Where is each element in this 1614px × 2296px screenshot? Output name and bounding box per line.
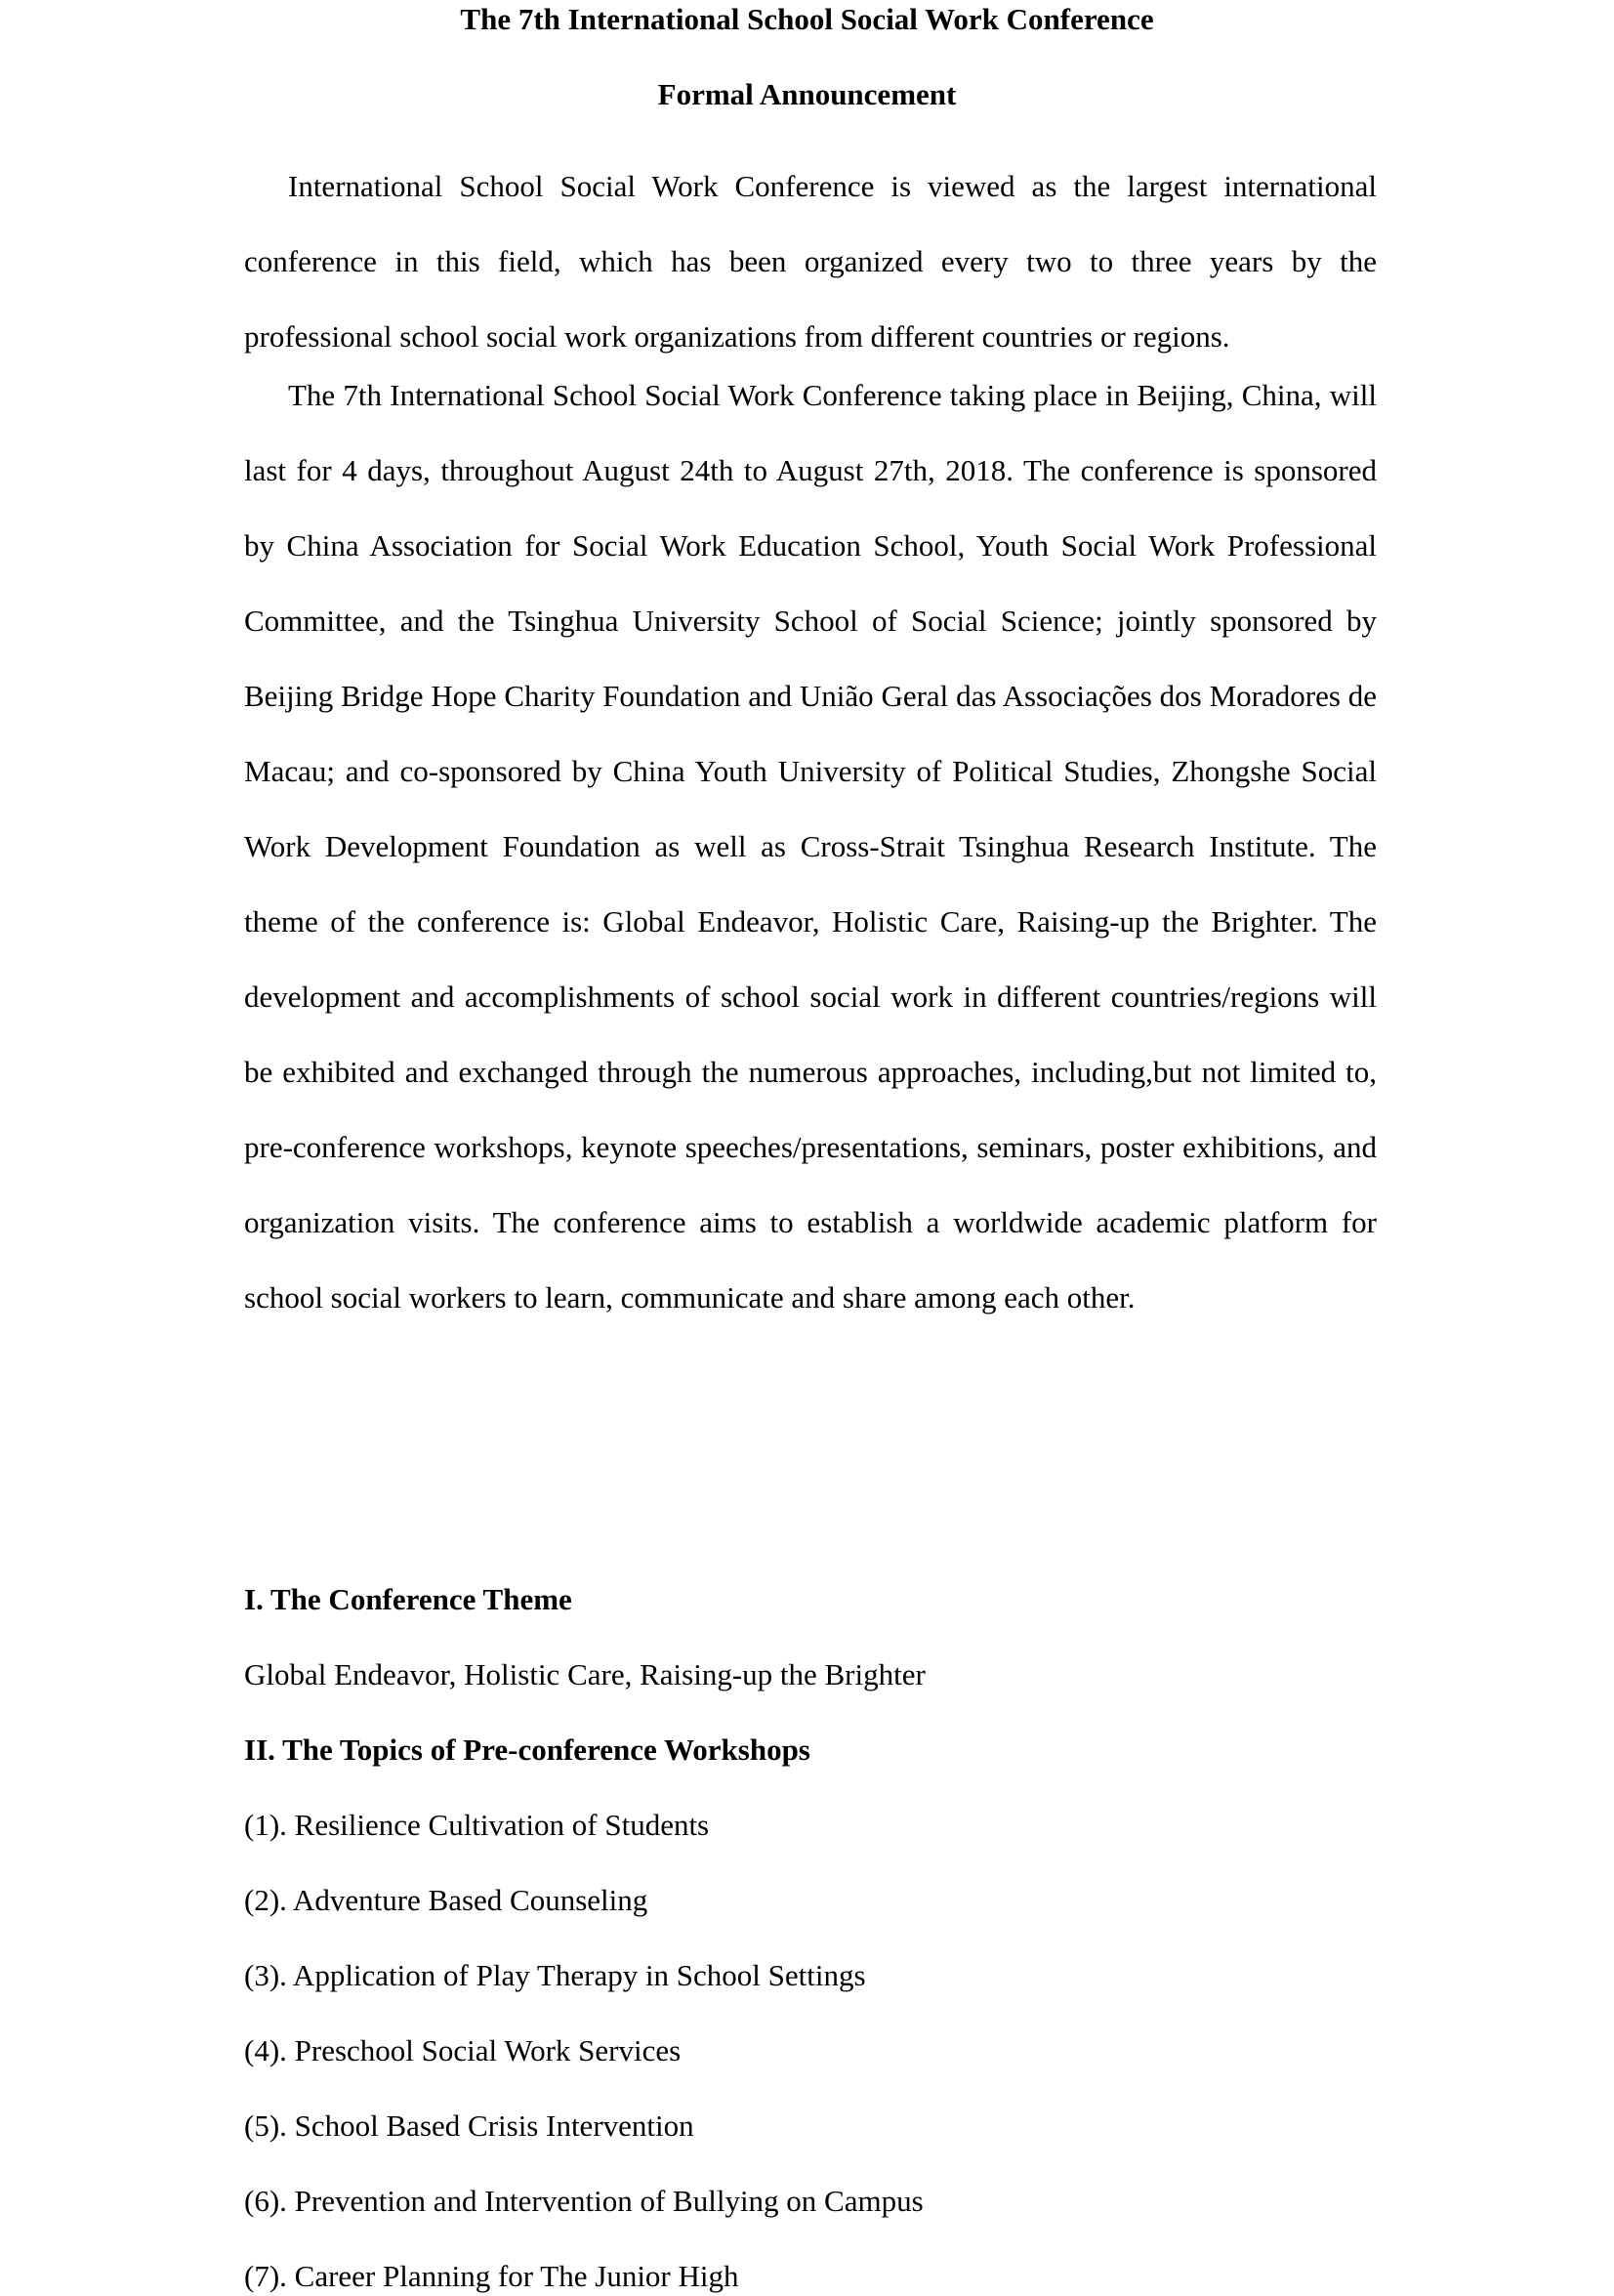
section-heading-workshops: II. The Topics of Pre-conference Workshops — [244, 1732, 810, 1767]
theme-text: Global Endeavor, Holistic Care, Raising-up the Brighter — [244, 1657, 926, 1691]
list-item: (3). Application of Play Therapy in School Settings — [244, 1958, 866, 1992]
conference-details-paragraph: The 7th International School Social Work Conference taking place in Beijing, China, will last for 4 days, throughout August 24th to August 27th, 2018. The conference is sponsored by China Association for Social Work Education School, Youth Social Work Professional Committee, and the Tsinghua University School of Social Science; jointly sponsored by Beijing Bridge Hope Charity Foundation and União Geral das Associações dos Moradores de Macau; and co-sponsored by China Youth University of Political Studies, Zhongshe Social Work Development Foundation as well as Cross-Strait Tsinghua Research Institute. The theme of the conference is: Global Endeavor, Holistic Care, Raising-up the Brighter. The development and accomplishments of school social work in different countries/regions will be exhibited and exchanged through the numerous approaches, including,but not limited to, pre-conference workshops, keynote speeches/presentations, seminars, poster exhibitions, and organization visits. The conference aims to establish a worldwide academic platform for school social workers to learn, communicate and share among each other. — [244, 378, 1377, 1315]
list-item: (4). Preschool Social Work Services — [244, 2033, 682, 2067]
list-item: (2). Adventure Based Counseling — [244, 1883, 648, 1917]
list-item: (5). School Based Crisis Intervention — [244, 2108, 694, 2143]
document-subtitle: Formal Announcement — [657, 77, 957, 111]
list-item: (1). Resilience Cultivation of Students — [244, 1808, 710, 1842]
document-title: The 7th International School Social Work Conference — [460, 2, 1154, 36]
section-heading-theme: I. The Conference Theme — [244, 1582, 572, 1616]
intro-paragraph: International School Social Work Conference is viewed as the largest international conference in this field, which has been organized every two to three years by the professional school social work organizations from different countries or regions. — [244, 169, 1377, 354]
list-item: (6). Prevention and Intervention of Bullying on Campus — [244, 2184, 924, 2218]
list-item: (7). Career Planning for The Junior High — [244, 2259, 739, 2293]
